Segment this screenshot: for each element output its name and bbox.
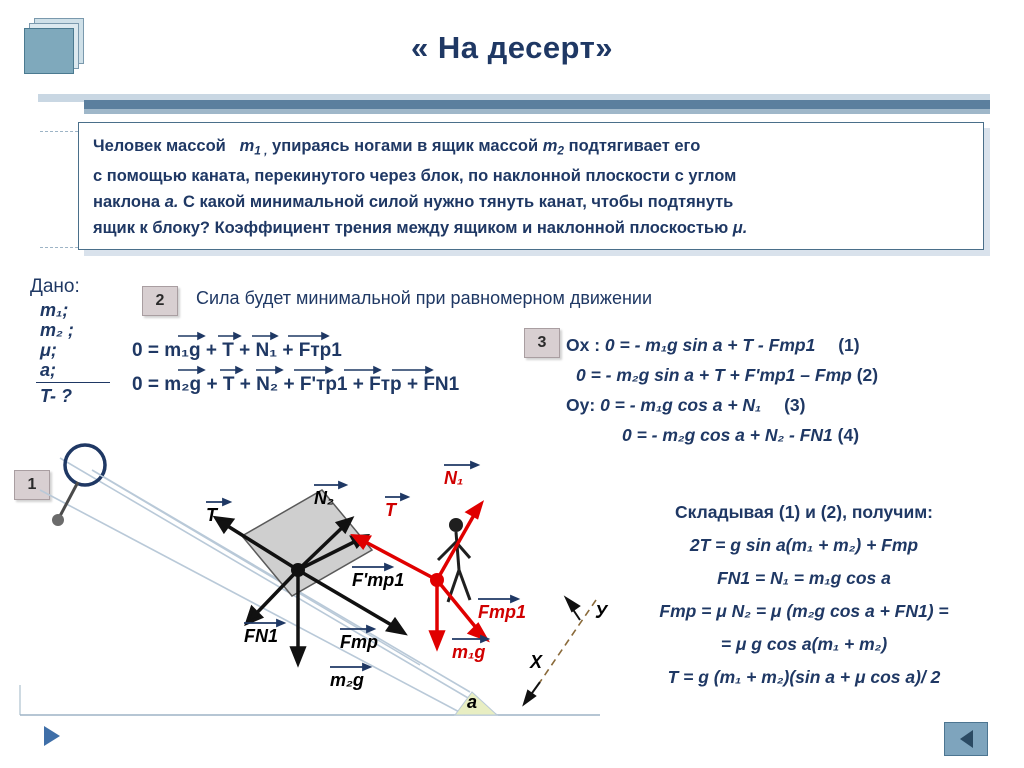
given-item: m₂ ; — [40, 320, 74, 340]
mu-symbol: μ. — [732, 219, 748, 238]
label-Ftr1: Fтр1 — [478, 602, 527, 622]
step3-equation-1-tag: (1) — [838, 335, 860, 355]
conclusion-line-1: 2T = g sin a(m₁ + m₂) + Fтр — [689, 535, 919, 555]
diagram-svg — [0, 430, 620, 750]
step3-equation-4-tag: (4) — [837, 425, 860, 445]
label-T-left: T — [206, 505, 217, 525]
given-item: m₁; — [40, 300, 69, 320]
problem-line-1 — [93, 133, 969, 163]
step-badge-2[interactable]: 2 — [142, 286, 178, 316]
label-T-right: T — [385, 500, 396, 520]
conclusion-line-4: = μ g cos a(m₁ + m₂) — [720, 634, 888, 654]
label-Ftr1-prime: F'тр1 — [352, 570, 405, 590]
given-divider — [36, 382, 110, 383]
problem-line-2: с помощью каната, перекинутого через блок, по наклонной плоскости с углом — [93, 167, 737, 186]
step2-vector-arrows — [132, 330, 602, 400]
mass-m2-subscript: 2 — [557, 143, 565, 158]
step3-line-4 — [566, 420, 1016, 450]
page-title: « На десерт» — [410, 30, 614, 65]
problem-text-b: упираясь ногами в ящик массой — [272, 137, 539, 155]
angle-symbol: a. — [164, 193, 179, 212]
step3-equation-3: 0 = - m₁g cos a + N₁ — [600, 395, 762, 415]
play-forward-button[interactable] — [44, 726, 60, 746]
given-item: a; — [40, 360, 57, 380]
conclusion-header: Складывая (1) и (2), получим: — [675, 502, 933, 522]
step3-equations — [566, 330, 1016, 450]
label-Ftr: Fтр — [340, 632, 378, 652]
go-back-button[interactable] — [944, 722, 988, 756]
problem-text-d: наклона — [93, 193, 161, 212]
problem-line-3 — [93, 189, 969, 215]
label-N1: N₁ — [444, 468, 464, 488]
step3-equation-4: 0 = - m₂g cos a + N₂ - FN1 — [622, 425, 833, 445]
step3-line-1 — [566, 330, 1016, 360]
step3-equation-2: 0 = - m₂g sin a + T + F'тр1 – Fтр — [576, 365, 852, 385]
step-badge-3[interactable]: 3 — [524, 328, 560, 358]
problem-text-f: ящик к блоку? Коэффициент трения между ящиком и наклонной плоскостью — [93, 219, 729, 238]
oy-axis-label: Oy: — [566, 395, 596, 415]
conclusion-line-2: FN1 = N₁ = m₁g cos a — [717, 568, 891, 588]
label-N2: N₂ — [314, 488, 334, 508]
problem-text-e: С какой минимальной силой нужно тянуть канат, чтобы подтянуть — [183, 193, 734, 212]
label-angle: a — [467, 692, 478, 712]
label-x-axis: X — [530, 652, 543, 672]
given-unknown: T- ? — [40, 386, 72, 406]
step2-title: Сила будет минимальной при равномерном движении — [196, 288, 653, 308]
step2-equation-2: 0 = m₂g + T + N₂ + F'тр1 + Fтр + FN1 — [132, 374, 460, 395]
conclusion-line-5: T = g (m₁ + m₂)(sin a + μ cos a)/ 2 — [667, 667, 941, 687]
step3-line-2 — [566, 360, 1016, 390]
given-header: Дано: — [30, 276, 80, 297]
step3-line-3 — [566, 390, 1016, 420]
title-rule-dark — [84, 100, 990, 109]
conclusion-block — [586, 496, 1022, 694]
label-m2g: m₂g — [330, 670, 364, 690]
ox-axis-label: Ox : — [566, 335, 601, 355]
label-FN1: FN1 — [244, 626, 279, 646]
title-rule-mid — [84, 109, 990, 114]
problem-line-4 — [93, 215, 969, 241]
mass-m1-symbol: m — [239, 137, 255, 155]
physics-diagram — [0, 430, 620, 750]
problem-statement-box — [78, 122, 984, 250]
mass-m1-subscript: 1 , — [254, 143, 268, 158]
back-arrow-icon — [960, 730, 973, 748]
mass-m2-symbol: m — [542, 137, 558, 155]
given-block — [30, 276, 138, 407]
problem-text-c: подтягивает его — [568, 137, 701, 155]
step3-equation-2-tag: (2) — [856, 365, 879, 385]
given-item: μ; — [40, 340, 57, 360]
step2-equation-1: 0 = m₁g + T + N₁ + Fтр1 — [132, 340, 342, 361]
label-y-axis: У — [595, 602, 608, 622]
step3-equation-3-tag: (3) — [784, 395, 806, 415]
step-badge-1[interactable]: 1 — [14, 470, 50, 500]
label-m1g: m₁g — [452, 642, 486, 662]
step3-equation-1: 0 = - m₁g sin a + T - Fтр1 — [604, 335, 816, 355]
conclusion-line-3: Fтр = μ N₂ = μ (m₂g cos a + FN1) = — [659, 601, 949, 621]
problem-text-a: Человек массой — [93, 137, 226, 155]
